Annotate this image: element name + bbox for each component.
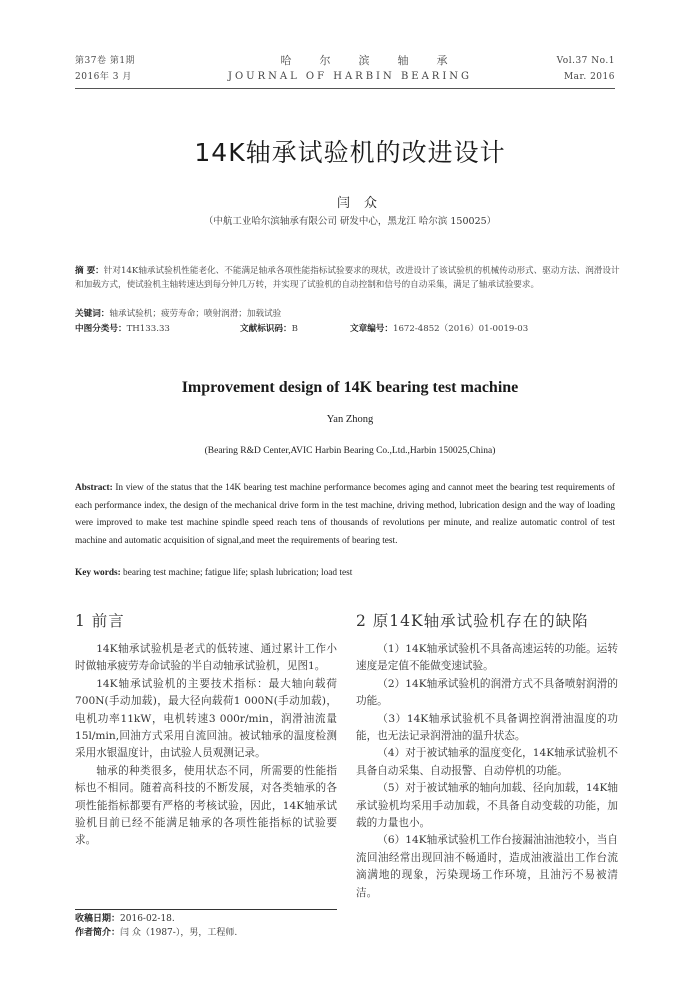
footnote-received-label: 收稿日期： [75, 914, 121, 924]
abstract-cn-label: 摘 要： [75, 266, 104, 276]
header-rule [75, 88, 615, 89]
section-1-paragraph: 14K轴承试验机的主要技术指标：最大轴向载荷700N(手动加载)，最大径向载荷1 000N(手动加载)，电机功率11kW，电机转速3 000r/min，润滑油流量15l/min,回油方式采用自流回油。被试轴承的温度检测采用水银温度计，由试验人员观测记录。 [75, 677, 337, 760]
footnote-author-label: 作者简介： [75, 928, 121, 938]
keywords-cn [75, 307, 620, 321]
abstract-en-label: Abstract: [75, 483, 113, 493]
section-1-body [75, 641, 337, 850]
author-name-cn: 闫众 [336, 196, 391, 211]
keywords-en-label: Key words: [75, 568, 121, 578]
abstract-cn-text: 针对14K轴承试验机性能老化、不能满足轴承各项性能指标试验要求的现状，改进设计了该试验机的机械传动形式、驱动方法、润滑设计和加载方式，使试验机主轴转速达到每分钟几万转，并实现了试验机的自动控制和信号的自动采集，满足了轴承试验要求。 [75, 266, 620, 291]
article-number-label: 文章编号： [350, 324, 393, 334]
abstract-en [75, 480, 615, 550]
author-name-en: Yan Zhong [326, 414, 374, 425]
paper-title-cn: 14K轴承试验机的改进设计 [194, 138, 506, 167]
footnote-author-info: 闫 众（1987-），男，工程师. [120, 928, 238, 938]
section-1-paragraph: 轴承的种类很多，使用状态不同，所需要的性能指标也不相同。随着高科技的不断发展，对各类轴承的各项性能指标都要有严格的考核试验，因此，14K轴承试验机目前已经不能满足轴承的各项性能指标的试验要求。 [75, 764, 337, 847]
section-1-paragraph: 14K轴承试验机是老式的低转速、通过累计工作小时做轴承疲劳寿命试验的半自动轴承试验机，见图1。 [75, 643, 337, 673]
header-volume-issue: 第37卷 第1期 [75, 56, 136, 66]
section-2-paragraph: （5）对于被试轴承的轴向加载、径向加载，14K轴承试验机均采用手动加载，不具备自动变载的功能，加载的力量也小。 [356, 782, 618, 830]
footnote-author [75, 926, 337, 940]
document-code-label: 文献标识码： [240, 324, 292, 334]
abstract-cn [75, 264, 620, 292]
affiliation-cn: （中航工业哈尔滨轴承有限公司 研发中心，黑龙江 哈尔滨 150025） [203, 216, 497, 227]
section-2-heading: 2 原14K轴承试验机存在的缺陷 [356, 612, 589, 630]
header-date-en: Mar. 2016 [563, 72, 615, 82]
section-2-paragraph: （1）14K轴承试验机不具备高速运转的功能。运转速度是定值不能做变速试验。 [356, 643, 618, 673]
section-2-body [356, 641, 618, 902]
document-code-value: B [291, 324, 298, 334]
affiliation-en: (Bearing R&D Center,AVIC Harbin Bearing Co.,Ltd.,Harbin 150025,China) [204, 446, 496, 456]
keywords-en-text: bearing test machine; fatigue life; splash lubrication; load test [120, 568, 353, 578]
journal-title-cn: 哈尔滨轴承 [280, 54, 476, 67]
clc-label: 中图分类号： [75, 324, 127, 334]
section-2-paragraph: （3）14K轴承试验机不具备调控润滑油温度的功能，也无法记录润滑油的温升状态。 [356, 712, 618, 743]
paper-title-en: Improvement design of 14K bearing test machine [181, 379, 519, 396]
footnote-rule [75, 909, 337, 910]
clc-number [75, 322, 235, 336]
footnote-received [75, 912, 337, 926]
keywords-cn-text: 轴承试验机；疲劳寿命；喷射润滑；加载试验 [109, 309, 282, 319]
footnote-received-date: 2016-02-18. [120, 914, 175, 924]
header-vol-no: Vol.37 No.1 [556, 56, 615, 66]
section-2-paragraph: （4）对于被试轴承的温度变化，14K轴承试验机不具备自动采集、自动报警、自动停机的功能。 [356, 747, 618, 777]
section-2-paragraph: （6）14K轴承试验机工作台接漏油油池较小，当自流回油经常出现回油不畅通时，造成油液溢出工作台流滴满地的现象，污染现场工作环境，且油污不易被清洁。 [356, 834, 618, 899]
journal-title-en: JOURNAL OF HARBIN BEARING [227, 71, 473, 82]
article-number-value: 1672-4852（2016）01-0019-03 [392, 324, 529, 334]
document-code [240, 322, 350, 336]
section-2-paragraph: （2）14K轴承试验机的润滑方式不具备喷射润滑的功能。 [356, 677, 618, 708]
header-year-month: 2016年 3 月 [75, 72, 132, 82]
abstract-en-text: In view of the status that the 14K bearing test machine performance becomes aging and cannot meet the bearing test requirements of each performance index, the design of the mechanical drive form in the test machine, driving method, lubrication design and the way of loading were improved to make test machine spindle speed reach tens of thousands of revolutions per minute, and realize automatic control of test machine and automatic acquisition of signal,and meet the requirements of bearing test. [75, 483, 615, 546]
article-number [350, 322, 620, 336]
keywords-cn-label: 关键词： [75, 309, 110, 319]
section-1-heading: 1 前言 [75, 612, 125, 630]
keywords-en [75, 568, 620, 578]
clc-value: TH133.33 [126, 324, 170, 334]
